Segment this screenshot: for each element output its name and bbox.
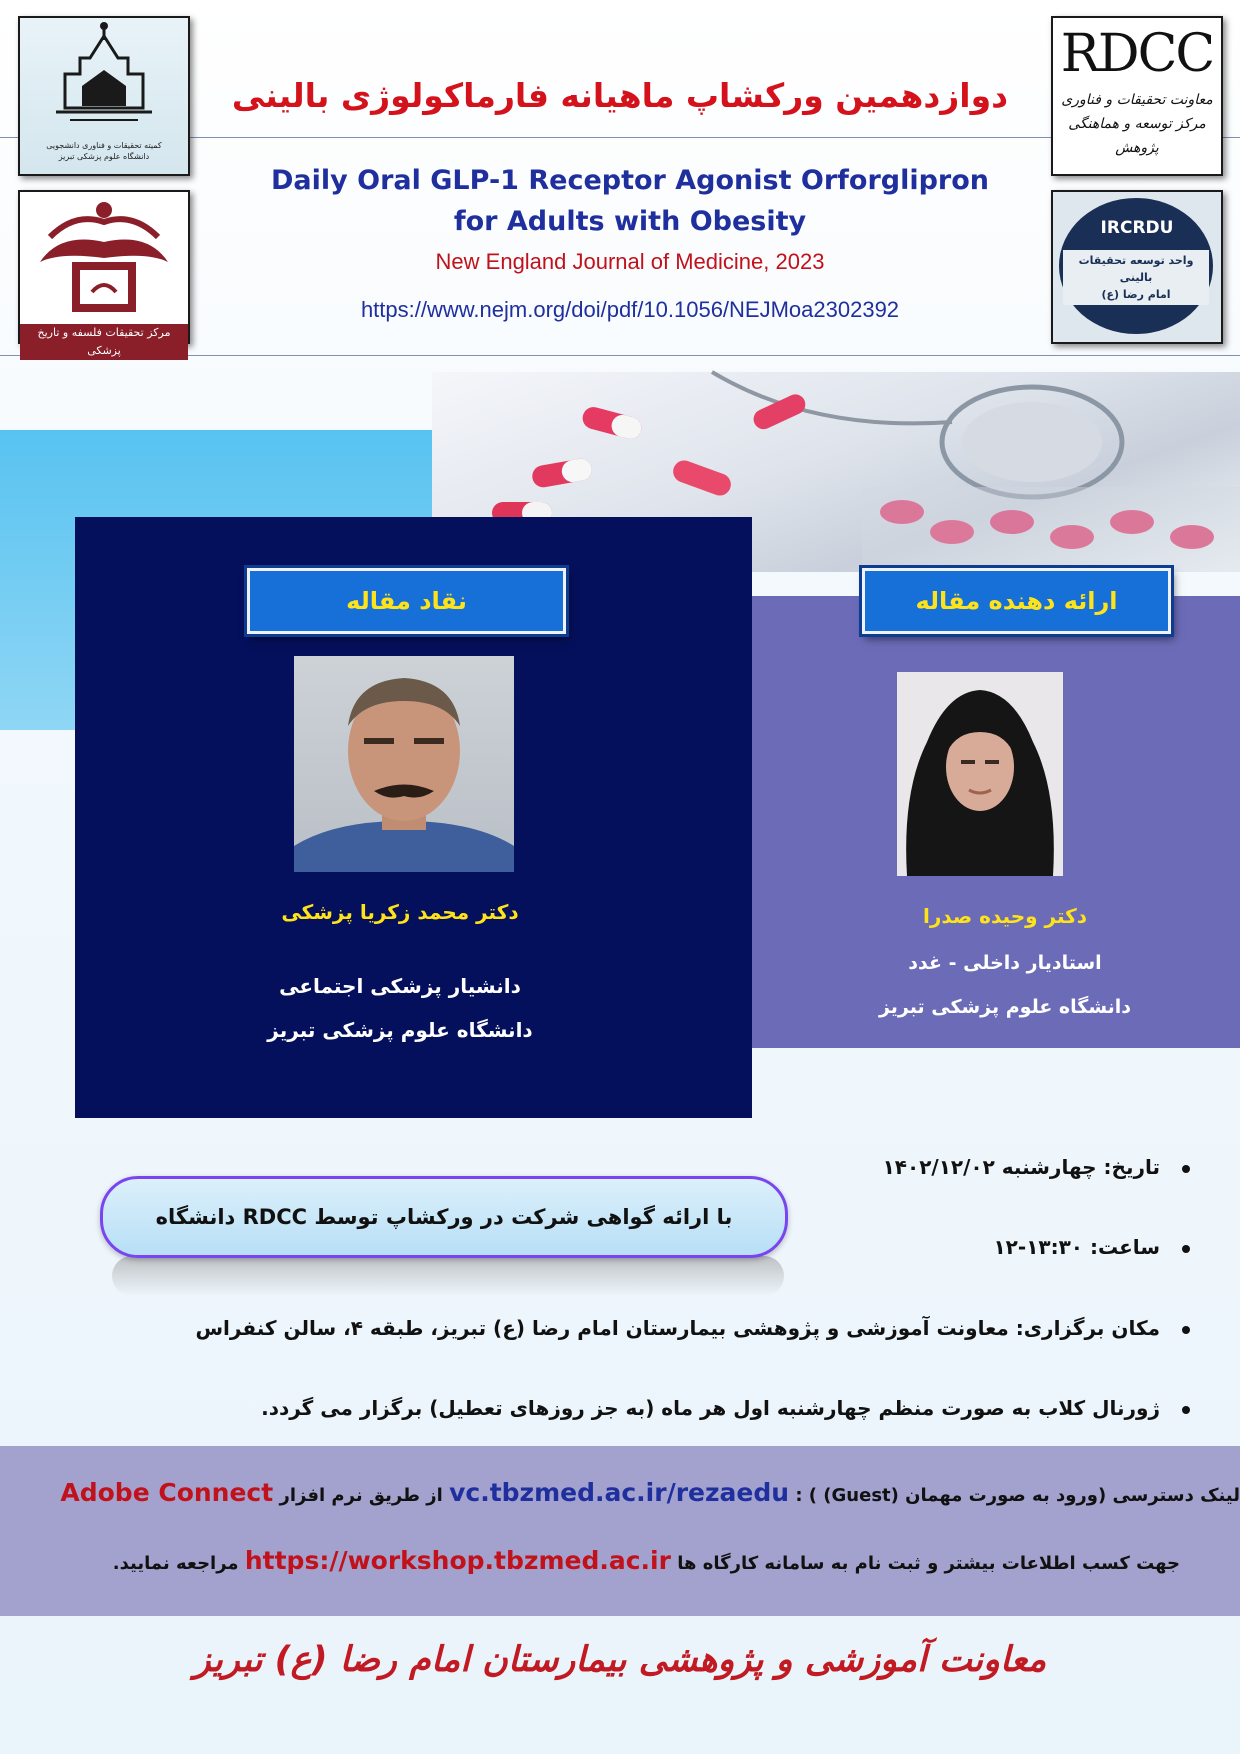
presenter-photo xyxy=(897,672,1063,876)
certificate-text: با ارائه گواهی شرکت در ورکشاپ توسط RDCC دانشگاه xyxy=(155,1205,733,1229)
workshop-title: دوازدهمین ورکشاپ ماهیانه فارماکولوژی بالینی xyxy=(231,76,1009,115)
logo-caption: دانشگاه علوم پزشکی تبریز xyxy=(58,152,150,161)
ircrdu-logo xyxy=(1051,190,1223,344)
critic-role-label: نقاد مقاله xyxy=(247,568,566,634)
certificate-note xyxy=(100,1176,788,1258)
adobe-connect-link[interactable]: vc.tbzmed.ac.ir/rezaedu xyxy=(449,1478,790,1507)
critic-photo xyxy=(294,656,514,872)
event-date xyxy=(820,1155,1190,1179)
article-url[interactable]: https://www.nejm.org/doi/pdf/10.1056/NEJMoa2302392 xyxy=(360,297,900,322)
bullet-icon xyxy=(1182,1406,1190,1414)
footer-organization: معاونت آموزشی و پژوهشی بیمارستان امام رضا (ع) تبریز xyxy=(193,1640,1047,1680)
event-schedule xyxy=(150,1396,1190,1420)
workshop-link[interactable]: https://workshop.tbzmed.ac.ir xyxy=(244,1546,671,1575)
medical-history-center-logo xyxy=(18,190,190,357)
event-time xyxy=(820,1235,1190,1259)
article-title-line1: Daily Oral GLP-1 Receptor Agonist Orforglipron xyxy=(270,165,990,196)
student-research-committee-logo xyxy=(18,16,190,176)
logo-caption: امام رضا (ع) xyxy=(1101,288,1171,301)
rdcc-logo xyxy=(1051,16,1223,176)
presenter-role-label: ارائه دهنده مقاله xyxy=(862,568,1171,634)
date-text: تاریخ: چهارشنبه ۱۴۰۲/۱۲/۰۲ xyxy=(882,1155,1160,1179)
logo-caption: کمیته تحقیقات و فناوری دانشجویی xyxy=(46,141,162,150)
logo-caption: واحد توسعه تحقیقات بالینی xyxy=(1078,254,1194,284)
event-venue xyxy=(150,1316,1190,1340)
book-emblem-icon xyxy=(20,192,188,320)
venue-text: مکان برگزاری: معاونت آموزشی و پژوهشی بیمارستان امام رضا (ع) تبریز، طبقه ۴، سالن کنفراس xyxy=(195,1316,1160,1340)
time-text: ساعت: ۱۳:۳۰-۱۲ xyxy=(993,1235,1160,1259)
critic-university: دانشگاه علوم پزشکی تبریز xyxy=(267,1018,533,1042)
journal-name: New England Journal of Medicine, 2023 xyxy=(435,249,825,274)
certificate-shadow xyxy=(112,1256,784,1296)
rdcc-mark: RDCC xyxy=(1060,24,1214,84)
article-title-line2: for Adults with Obesity xyxy=(453,206,807,237)
presenter-name: دکتر وحیده صدرا xyxy=(922,904,1088,928)
presenter-position: استادیار داخلی - غدد xyxy=(908,952,1102,974)
critic-position: دانشیار پزشکی اجتماعی xyxy=(279,974,521,998)
access-band xyxy=(0,1446,1240,1616)
schedule-text: ژورنال کلاب به صورت منظم چهارشنبه اول هر ماه (به جز روزهای تعطیل) برگزار می گردد. xyxy=(261,1396,1160,1420)
logo-caption: مرکز توسعه و هماهنگی پژوهش xyxy=(1068,116,1206,156)
registration-text: مراجعه نمایید. xyxy=(112,1553,239,1574)
critic-name: دکتر محمد زکریا پزشکی xyxy=(281,900,519,924)
bullet-icon xyxy=(1182,1326,1190,1334)
access-text: لینک دسترسی (ورود به صورت مهمان (Guest) ) : xyxy=(795,1485,1240,1506)
person-avatar-icon xyxy=(294,656,514,872)
presenter-university: دانشگاه علوم پزشکی تبریز xyxy=(878,996,1132,1018)
person-avatar-icon xyxy=(897,672,1063,876)
software-name: Adobe Connect xyxy=(60,1478,274,1507)
ircrdu-mark: IRCRDU xyxy=(1100,218,1174,238)
logo-caption: مرکز تحقیقات فلسفه و تاریخ پزشکی xyxy=(20,324,188,360)
registration-text: جهت کسب اطلاعات بیشتر و ثبت نام به سامانه کارگاه ها xyxy=(677,1553,1180,1574)
logo-caption: معاونت تحقیقات و فناوری xyxy=(1061,92,1213,108)
mosque-emblem-icon xyxy=(20,18,188,136)
access-text: از طریق نرم افزار xyxy=(279,1485,443,1506)
access-link-line xyxy=(20,1478,1240,1507)
bullet-icon xyxy=(1182,1165,1190,1173)
registration-line xyxy=(70,1546,1180,1575)
bullet-icon xyxy=(1182,1245,1190,1253)
